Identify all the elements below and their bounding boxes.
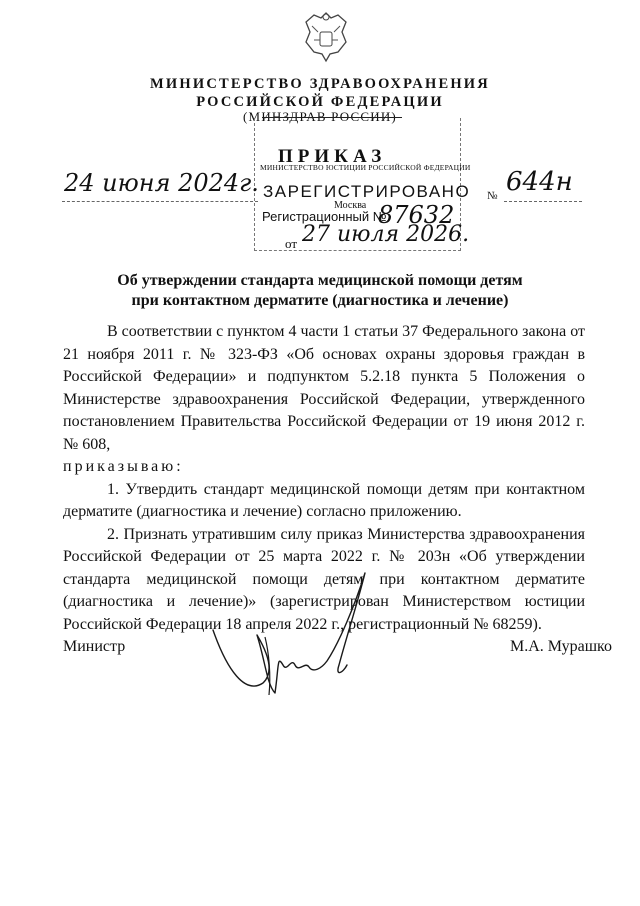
order-date: 24 июня 2024г. [64,169,259,197]
order-heading: ПРИКАЗ [278,146,387,167]
order-date-line [62,201,258,202]
stamp-city: Москва [334,200,367,211]
stamp-reg-date-label: от [285,236,298,251]
stamp-reg-date: 27 июля 2026. [302,222,470,247]
item-1-paragraph: 1. Утвердить стандарт медицинской помощи детям при контактном дерматите (диагностика и лечение) согласно приложению. [63,480,585,520]
item-2-paragraph: 2. Признать утратившим силу приказ Министерства здравоохранения Российской Федерации от 25 марта 2022 г. № 203н «Об утверждении стандарта медицинской помощи детям при контактном дерматите (диагностика и лечение)» (зарегистрирован Министерством юстиции Российской Федерации 18 апреля 2022 г., регистрационный № 68259). [63,525,585,633]
stamp-registered: ЗАРЕГИСТРИРОВАНО [263,182,471,201]
document-title-line1: Об утверждении стандарта медицинской помощи детям [117,272,523,289]
order-number-label: № [487,190,498,202]
document-title-line2: при контактном дерматите (диагностика и лечение) [131,292,509,309]
stamp-reg-number-label: Регистрационный № [262,209,387,224]
prikazyvayu-text: приказываю: [63,458,184,475]
ministry-abbreviation: (МИНЗДРАВ РОССИИ) [243,109,397,124]
stamp-reg-number: 87632 [378,201,455,229]
coat-of-arms-emblem [302,10,350,64]
minister-name: М.А. Мурашко [510,638,612,655]
handwritten-signature [205,565,375,710]
ministry-name-line2: РОССИЙСКОЙ ФЕДЕРАЦИИ [196,94,444,110]
ministry-name-line1: МИНИСТЕРСТВО ЗДРАВООХРАНЕНИЯ [150,76,490,92]
intro-text: В соответствии с пунктом 4 части 1 статьи 37 Федерального закона от 21 ноября 2011 г. № 323-ФЗ «Об основах охраны здоровья граждан в Российской Федерации» и подпунктом 5.2.18 пункта 5 Положения о Министерстве здравоохранения Российской Федерации, утвержденного постановлением Правительства Российской Федерации от 19 июня 2012 г. № 608, [63,323,585,453]
intro-paragraph [63,321,585,456]
order-number-line [504,201,582,202]
stamp-ministry-justice: МИНИСТЕРСТВО ЮСТИЦИИ РОССИЙСКОЙ ФЕДЕРАЦИИ [260,163,471,172]
minister-title: Министр [63,638,126,655]
prikazyvayu-line [63,456,585,479]
order-number: 644н [506,167,573,197]
